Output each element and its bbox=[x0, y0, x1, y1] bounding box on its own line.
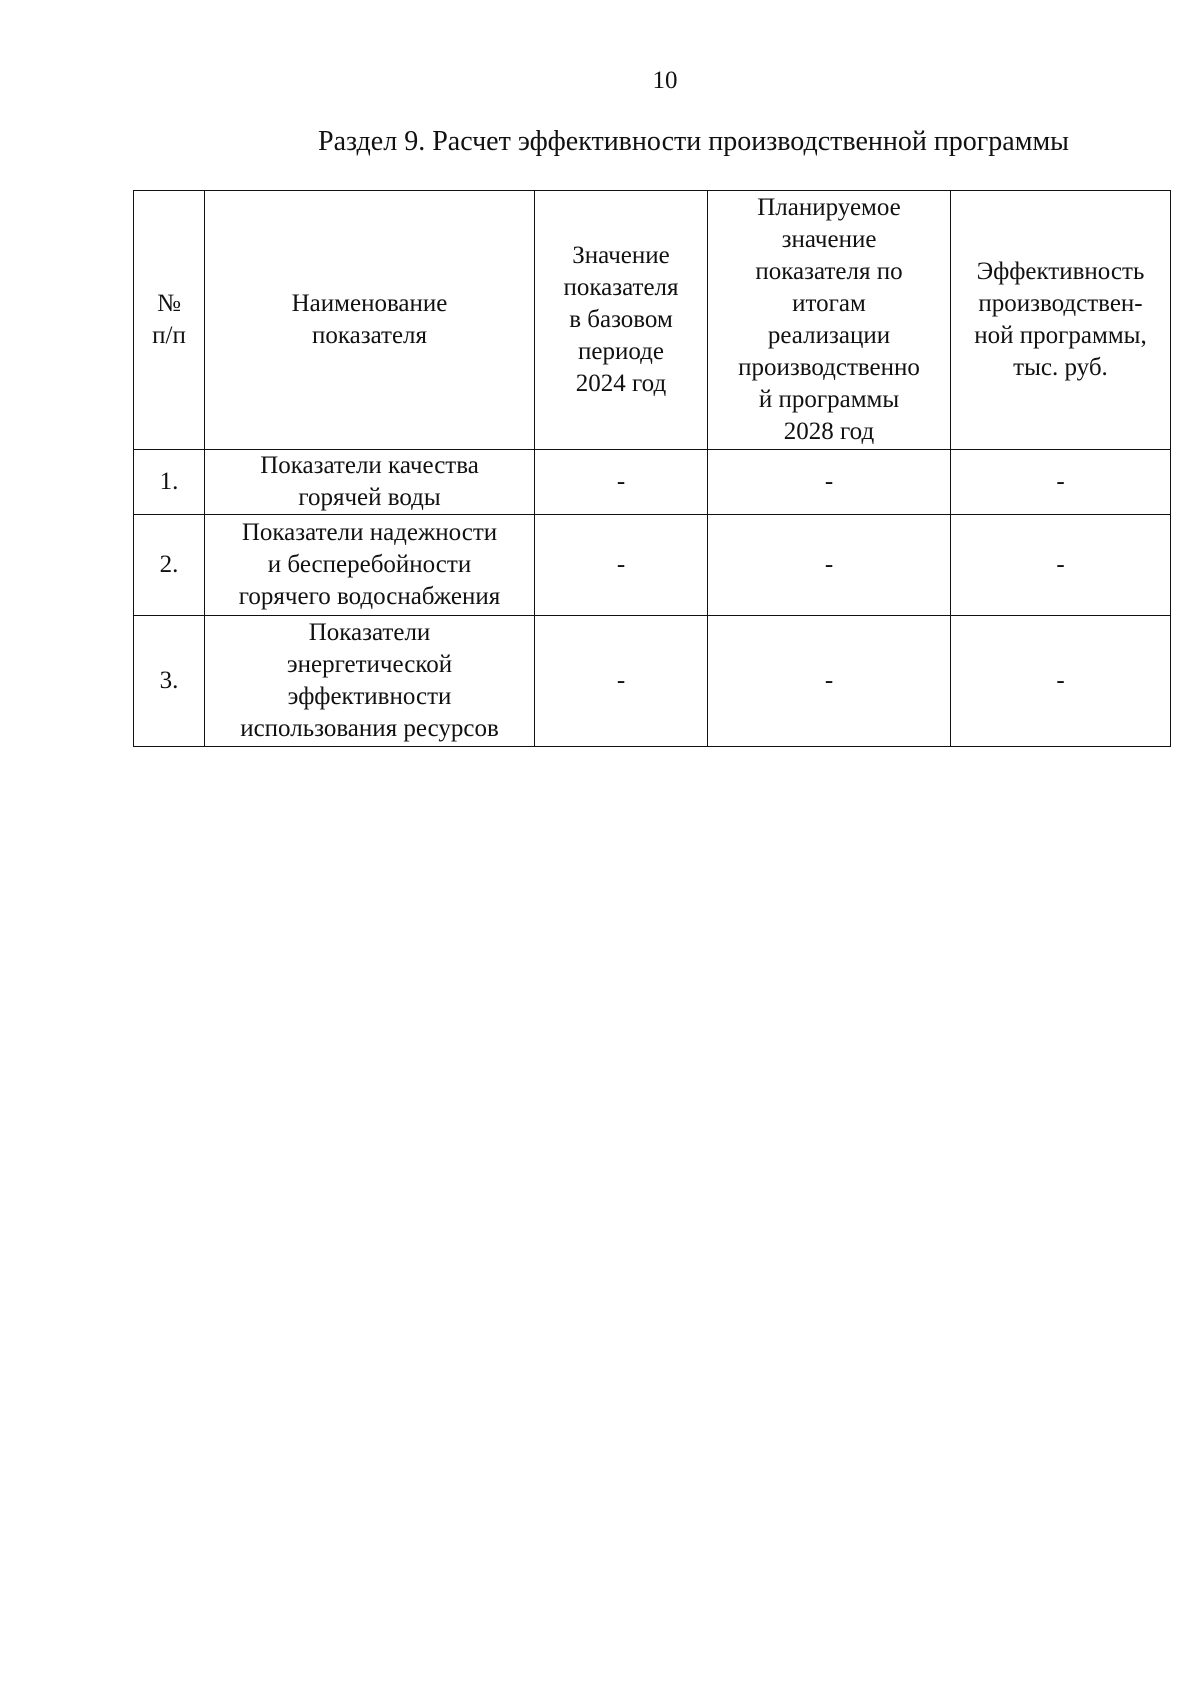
header-indicator-name bbox=[205, 191, 535, 450]
section-title: Раздел 9. Расчет эффективности производственной программы bbox=[318, 126, 1069, 157]
efficiency-value: - bbox=[951, 515, 1171, 616]
row-number: 3. bbox=[134, 616, 205, 747]
row-number: 2. bbox=[134, 515, 205, 616]
page-number: 10 bbox=[652, 67, 678, 94]
header-base-value bbox=[535, 191, 708, 450]
planned-value: - bbox=[708, 515, 951, 616]
base-value: - bbox=[535, 616, 708, 747]
header-number bbox=[134, 191, 205, 450]
row-number: 1. bbox=[134, 450, 205, 515]
planned-value: - bbox=[708, 450, 951, 515]
base-value: - bbox=[535, 450, 708, 515]
base-value: - bbox=[535, 515, 708, 616]
header-efficiency-text: Эффективность производствен- ной программы, тыс. руб. bbox=[974, 258, 1147, 381]
header-indicator-name-text: Наименование показателя bbox=[291, 290, 448, 349]
table-row bbox=[134, 450, 1171, 515]
efficiency-value: - bbox=[951, 616, 1171, 747]
indicator-name: Показатели энергетической эффективности использования ресурсов bbox=[205, 616, 535, 747]
header-planned-value bbox=[708, 191, 951, 450]
table-row bbox=[134, 515, 1171, 616]
header-efficiency bbox=[951, 191, 1171, 450]
header-number-text: № п/п bbox=[152, 290, 186, 349]
header-base-value-text: Значение показателя в базовом периоде 2024 год bbox=[563, 242, 679, 397]
efficiency-value: - bbox=[951, 450, 1171, 515]
table-row bbox=[134, 616, 1171, 747]
table-header-row bbox=[134, 191, 1171, 450]
efficiency-table bbox=[133, 190, 1171, 747]
planned-value: - bbox=[708, 616, 951, 747]
indicator-name: Показатели качества горячей воды bbox=[205, 450, 535, 515]
header-planned-value-text: Планируемое значение показателя по итогам реализации производственно й программы 2028 год bbox=[738, 194, 920, 445]
indicator-name: Показатели надежности и бесперебойности горячего водоснабжения bbox=[205, 515, 535, 616]
